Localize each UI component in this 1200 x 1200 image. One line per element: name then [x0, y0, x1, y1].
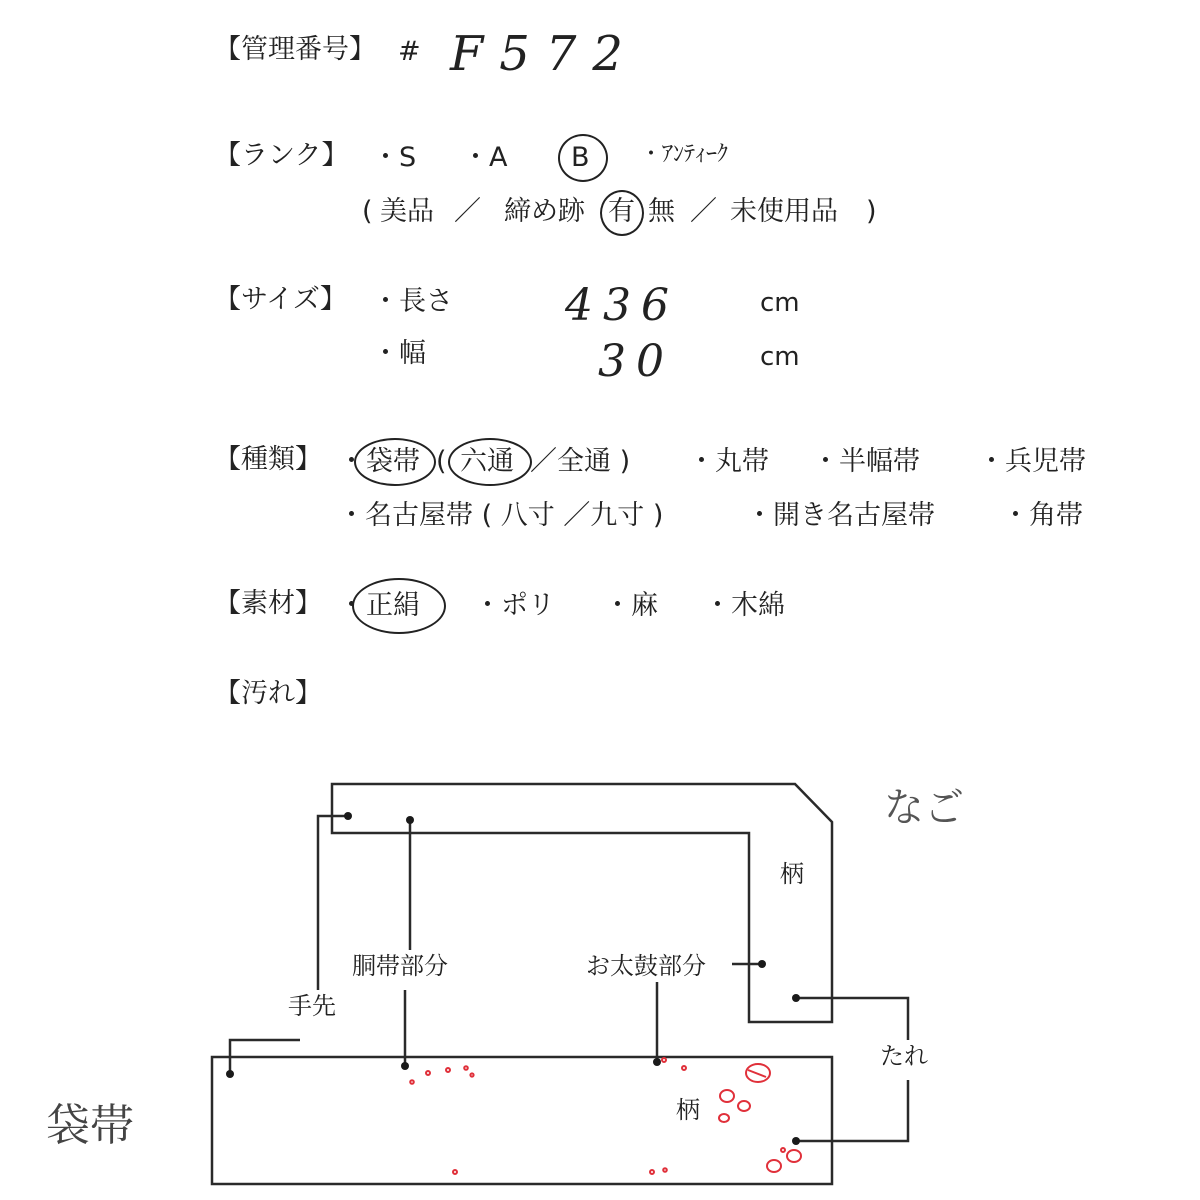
dot-nagoya-dobu — [406, 816, 414, 824]
dot-fukuro-dobu — [401, 1062, 409, 1070]
type-zentsu: ／全通 ) — [530, 446, 631, 477]
rank-option-a: ・A — [462, 142, 508, 173]
dobu-label: 胴帯部分 — [352, 952, 448, 980]
stain-mark — [464, 1066, 468, 1070]
pattern-label-bottom: 柄 — [676, 1096, 700, 1124]
stain-mark — [682, 1066, 686, 1070]
tesaki-label: 手先 — [288, 992, 336, 1020]
tesaki-connector — [318, 816, 346, 990]
type-heko: ・兵児帯 — [978, 446, 1086, 477]
dot-fukuro-tare — [792, 1137, 800, 1145]
type-rokutsu: 六通 — [460, 446, 514, 477]
type-hanhaba: ・半幅帯 — [812, 446, 920, 477]
material-shoken: 正絹 — [366, 590, 420, 621]
dot-nagoya-tesaki — [344, 812, 352, 820]
stain-mark — [767, 1160, 781, 1172]
rank-sub-nashi: 無 — [648, 196, 675, 227]
fukuro-outline — [212, 1057, 832, 1184]
stain-mark — [426, 1071, 430, 1075]
management-number: F572 — [450, 26, 639, 82]
pattern-label-top: 柄 — [780, 860, 804, 888]
dot-nagoya-tare — [792, 994, 800, 1002]
type-label: 【種類】 — [214, 444, 322, 475]
size-length-label: ・長さ — [372, 286, 453, 317]
type-paren-open: ( — [436, 446, 447, 477]
material-poly: ・ポリ — [474, 590, 555, 621]
size-width-label: ・幅 — [372, 338, 426, 369]
rank-label: 【ランク】 — [214, 140, 349, 171]
type-fukuro: 袋帯 — [366, 446, 420, 477]
tare-connector-upper — [796, 998, 908, 1040]
type-nagoya: ・名古屋帯 ( 八寸 ／九寸 ) — [338, 500, 664, 531]
size-length-unit: cm — [760, 288, 800, 318]
stain-mark — [663, 1168, 667, 1172]
rank-sub-open: ( — [362, 196, 373, 227]
size-width-value: 30 — [598, 336, 674, 387]
rank-sub-shimeato: 締め跡 — [504, 196, 585, 227]
type-maru: ・丸帯 — [688, 446, 769, 477]
stain-mark — [453, 1170, 457, 1174]
rank-sub-slash-1: ／ — [454, 196, 481, 227]
dot-fukuro-otaiko — [653, 1058, 661, 1066]
tare-connector-lower — [796, 1080, 908, 1141]
management-hash: # — [398, 36, 421, 67]
material-bullet: ・ — [338, 590, 365, 621]
stain-mark — [738, 1101, 750, 1111]
material-label: 【素材】 — [214, 588, 322, 619]
size-width-unit: cm — [760, 342, 800, 372]
stain-mark — [781, 1148, 785, 1152]
rank-option-b: B — [571, 142, 590, 173]
size-length-value: 436 — [565, 280, 679, 331]
management-label: 【管理番号】 — [214, 34, 376, 65]
fukuro-label: 袋帯 — [46, 1100, 134, 1151]
material-asa: ・麻 — [604, 590, 658, 621]
stain-mark — [719, 1114, 729, 1122]
dot-nagoya-otaiko — [758, 960, 766, 968]
tare-label: たれ — [880, 1042, 928, 1070]
dot-fukuro-tesaki — [226, 1070, 234, 1078]
stain-mark — [470, 1073, 473, 1076]
type-kaku: ・角帯 — [1002, 500, 1083, 531]
rank-option-antique: ・ｱﾝﾃｨｰｸ — [640, 142, 729, 167]
stain-label: 【汚れ】 — [214, 678, 322, 709]
size-label: 【サイズ】 — [214, 284, 347, 315]
type-bullet: ・ — [338, 446, 365, 477]
type-hiraki: ・開き名古屋帯 — [746, 500, 935, 531]
stain-mark — [720, 1090, 734, 1102]
otaiko-label: お太鼓部分 — [586, 952, 706, 980]
stain-mark — [748, 1070, 766, 1077]
rank-sub-bihin: 美品 — [380, 196, 434, 227]
rank-sub-mishiyou: 未使用品 — [730, 196, 838, 227]
rank-sub-slash-2: ／ — [690, 196, 717, 227]
stain-mark — [410, 1080, 414, 1084]
rank-option-s: ・S — [372, 142, 417, 173]
rank-sub-ari: 有 — [608, 196, 635, 227]
material-momen: ・木綿 — [704, 590, 785, 621]
rank-sub-close: ) — [866, 196, 877, 227]
nagoya-label: なご — [884, 785, 964, 831]
stain-mark — [787, 1150, 801, 1162]
stain-mark — [650, 1170, 654, 1174]
stain-mark — [446, 1068, 450, 1072]
stain-mark — [662, 1058, 666, 1062]
